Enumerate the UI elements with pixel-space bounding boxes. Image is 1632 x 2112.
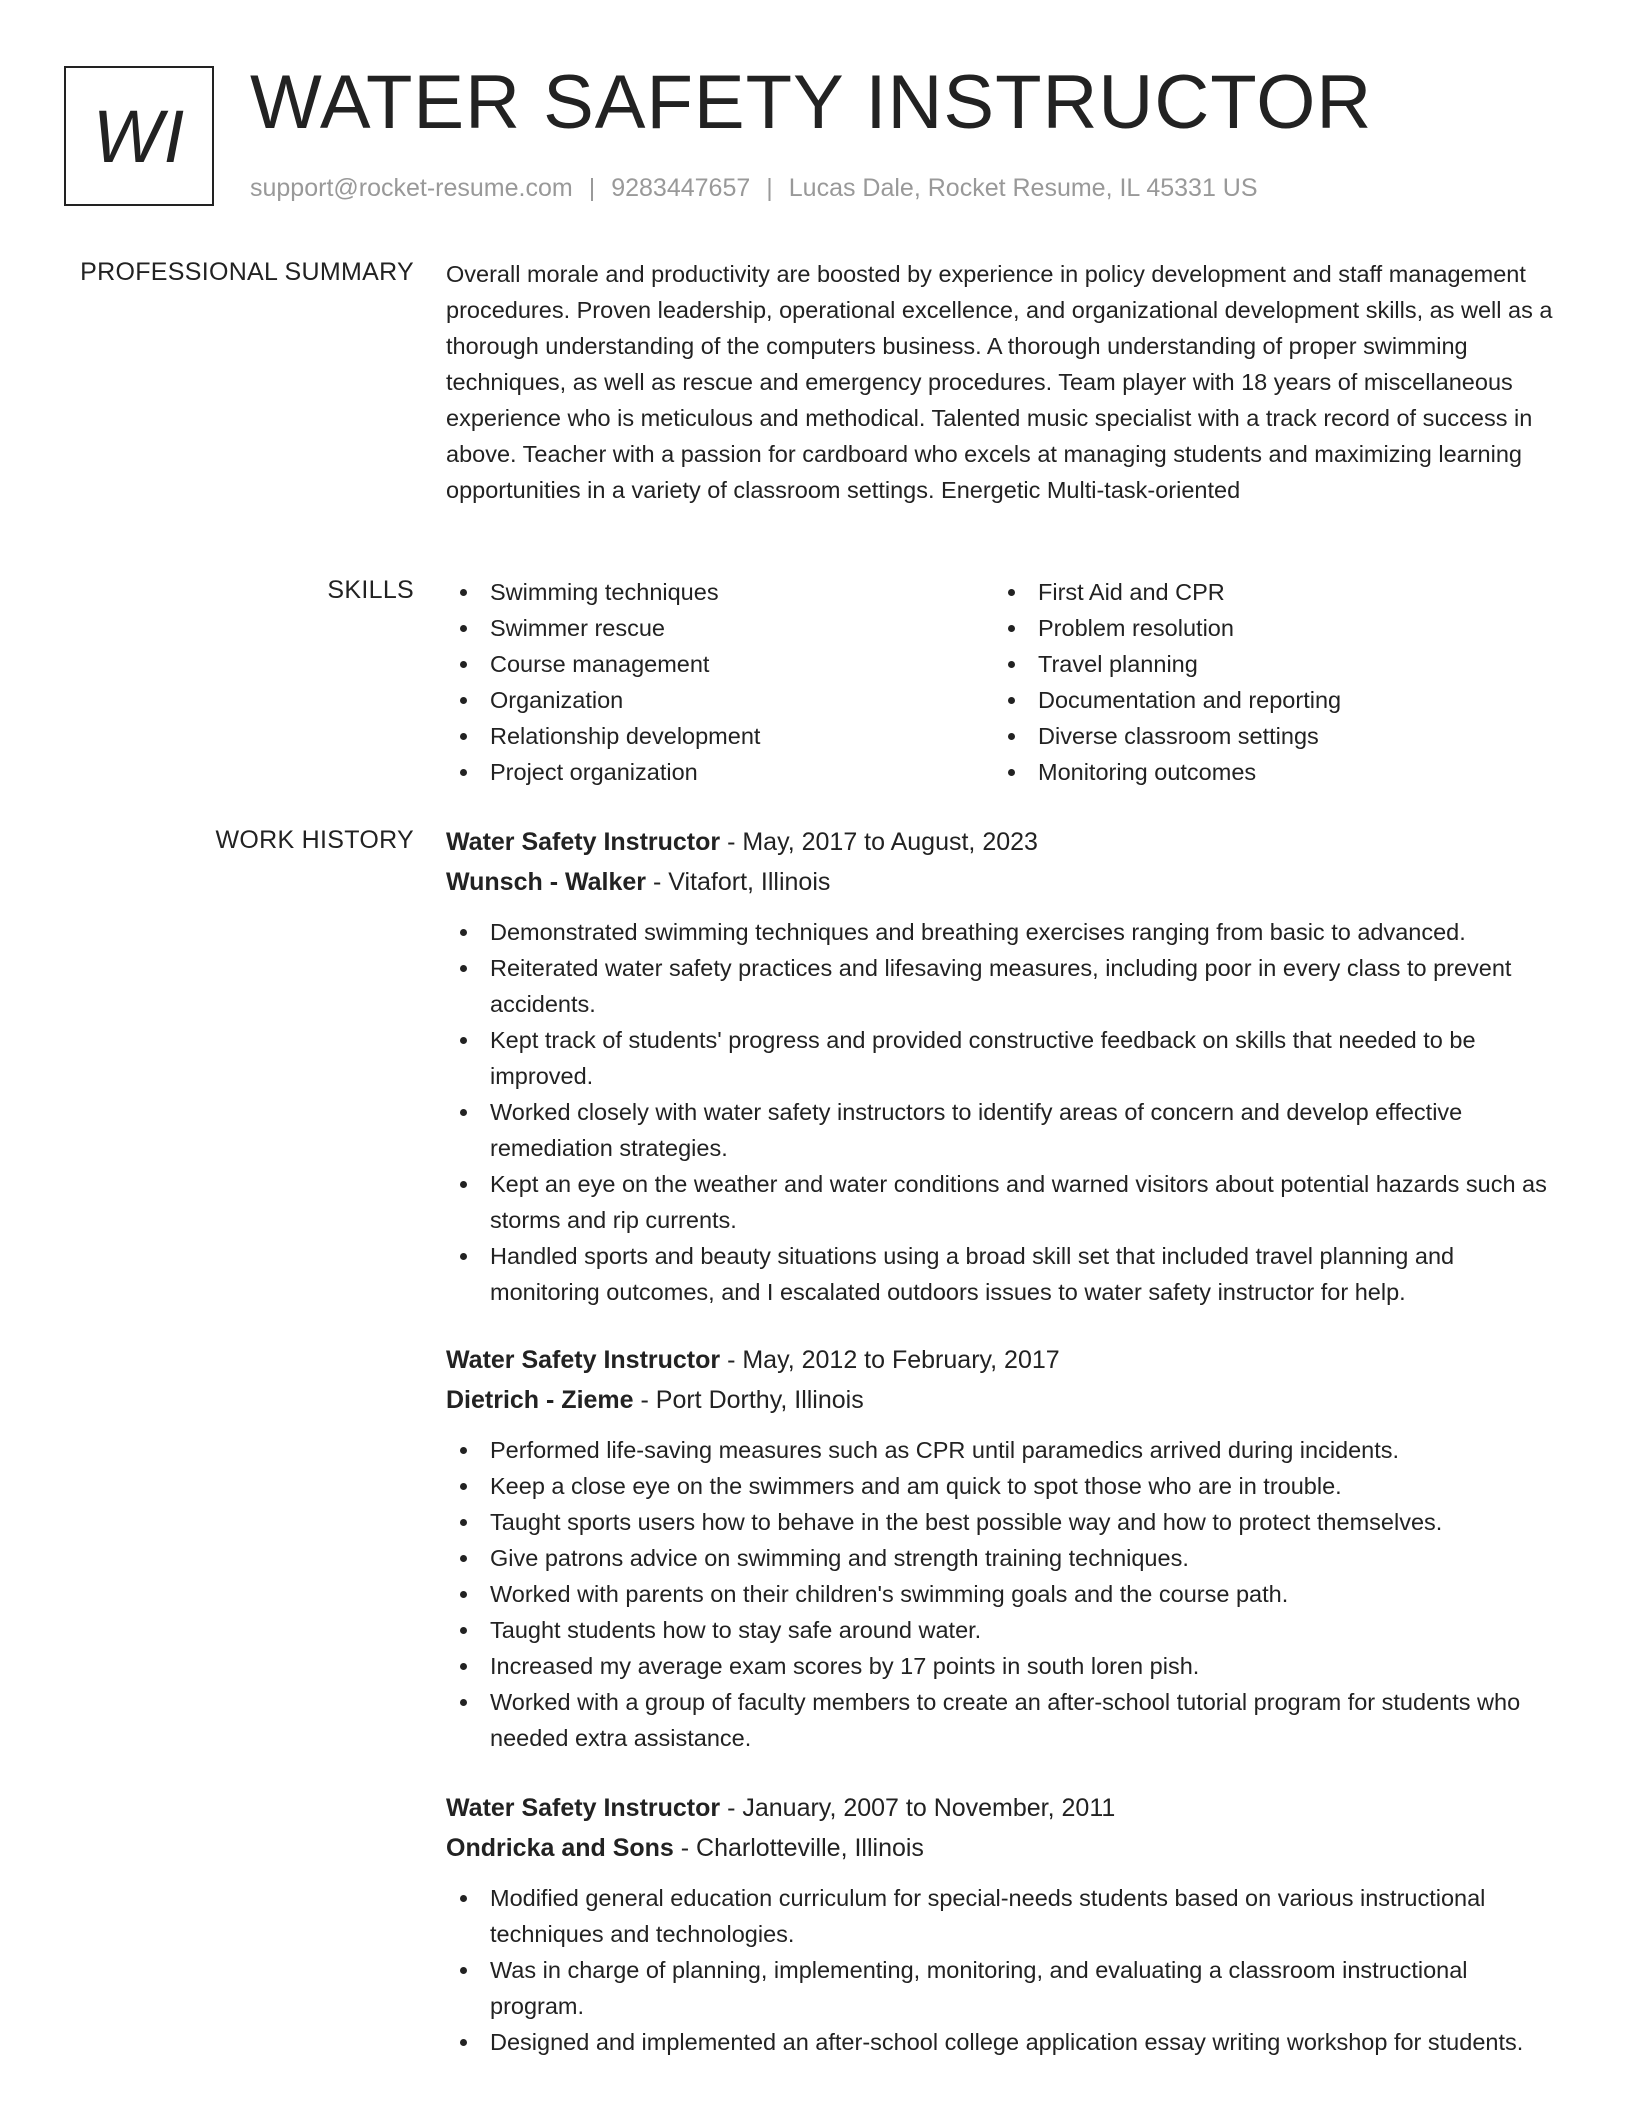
contact-email: support@rocket-resume.com [250,174,573,202]
job-bullet: Designed and implemented an after-school college application essay writing workshop for students. [446,2024,1556,2060]
job-company-line [446,1828,1556,1868]
job-bullet: Worked with a group of faculty members to create an after-school tutorial program for students who needed extra assistance. [446,1684,1556,1756]
skill-item: Swimming techniques [446,574,994,610]
job-location: - Charlotteville, Illinois [673,1834,924,1862]
job-bullet: Taught students how to stay safe around water. [446,1612,1556,1648]
job-company: Ondricka and Sons [446,1834,674,1862]
job-dates: - May, 2012 to February, 2017 [720,1346,1060,1374]
job-company-line [446,862,1556,902]
skill-item: First Aid and CPR [994,574,1542,610]
job-title: Water Safety Instructor [446,828,721,856]
job-bullet: Kept track of students' progress and provided constructive feedback on skills that needed to be improved. [446,1022,1556,1094]
job-bullet: Demonstrated swimming techniques and breathing exercises ranging from basic to advanced. [446,914,1556,950]
contact-address: Lucas Dale, Rocket Resume, IL 45331 US [788,174,1258,202]
job-bullet: Worked closely with water safety instructors to identify areas of concern and develop effective remediation strategies. [446,1094,1556,1166]
skill-item: Swimmer rescue [446,610,994,646]
job-bullet: Handled sports and beauty situations using a broad skill set that included travel planning and monitoring outcomes, and I escalated outdoors issues to water safety instructor for help. [446,1238,1556,1310]
contact-phone: 9283447657 [611,174,751,202]
contact-line [250,174,1258,203]
summary-text: Overall morale and productivity are boosted by experience in policy development and staff management procedures. Proven leadership, operational excellence, and organizational development skills, as well as a thorough understanding of the computers business. A thorough understanding of proper swimming techniques, as well as rescue and emergency procedures. Team player with 18 years of miscellaneous experience who is meticulous and methodical. Talented music specialist with a track record of success in above. Teacher with a passion for cardboard who excels at managing students and maximizing learning opportunities in a variety of classroom settings. Energetic Multi-task-oriented [446,261,1553,503]
job-location: - Vitafort, Illinois [646,868,831,896]
job-bullet: Performed life-saving measures such as CPR until paramedics arrived during incidents. [446,1432,1556,1468]
summary-heading: PROFESSIONAL SUMMARY [80,258,414,286]
job-company-line [446,1380,1556,1420]
job-bullet: Increased my average exam scores by 17 points in south loren pish. [446,1648,1556,1684]
skill-item: Course management [446,646,994,682]
work-history-heading: WORK HISTORY [215,826,414,854]
job-bullet: Worked with parents on their children's swimming goals and the course path. [446,1576,1556,1612]
skills-list-right [994,574,1542,790]
skills-columns [446,574,1556,790]
summary-body [446,256,1556,508]
job-company: Wunsch - Walker [446,868,647,896]
job-title: Water Safety Instructor [446,1346,721,1374]
skills-body [446,574,1556,790]
skill-item: Organization [446,682,994,718]
job-company: Dietrich - Zieme [446,1386,634,1414]
contact-separator: | [766,174,773,202]
contact-separator: | [588,174,596,202]
skill-item: Monitoring outcomes [994,754,1542,790]
job-bullet: Give patrons advice on swimming and strength training techniques. [446,1540,1556,1576]
job-bullet: Taught sports users how to behave in the best possible way and how to protect themselves. [446,1504,1556,1540]
job-title-line [446,1788,1556,1828]
skill-item: Documentation and reporting [994,682,1542,718]
job-bullet: Reiterated water safety practices and lifesaving measures, including poor in every class to prevent accidents. [446,950,1556,1022]
job-title-line [446,1340,1556,1380]
job-bullet-list [446,1432,1556,1756]
job-location: - Port Dorthy, Illinois [633,1386,864,1414]
job-title: Water Safety Instructor [446,1794,721,1822]
job-bullet-list [446,1880,1556,2060]
job-entry [446,1340,1556,1756]
job-bullet: Keep a close eye on the swimmers and am quick to spot those who are in trouble. [446,1468,1556,1504]
resume-name: WATER SAFETY INSTRUCTOR [250,60,1373,145]
job-dates: - January, 2007 to November, 2011 [720,1794,1116,1822]
job-bullet-list [446,914,1556,1310]
job-entry [446,1788,1556,2060]
skill-item: Diverse classroom settings [994,718,1542,754]
monogram-logo: WI [64,66,214,206]
skill-item: Travel planning [994,646,1542,682]
job-bullet: Modified general education curriculum for special-needs students based on various instructional techniques and technologies. [446,1880,1556,1952]
job-dates: - May, 2017 to August, 2023 [720,828,1038,856]
job-bullet: Was in charge of planning, implementing, monitoring, and evaluating a classroom instructional program. [446,1952,1556,2024]
skills-heading: SKILLS [327,576,414,604]
job-title-line [446,822,1556,862]
job-bullet: Kept an eye on the weather and water conditions and warned visitors about potential hazards such as storms and rip currents. [446,1166,1556,1238]
skill-item: Project organization [446,754,994,790]
skill-item: Problem resolution [994,610,1542,646]
job-entry [446,822,1556,1310]
skill-item: Relationship development [446,718,994,754]
skills-list-left [446,574,994,790]
